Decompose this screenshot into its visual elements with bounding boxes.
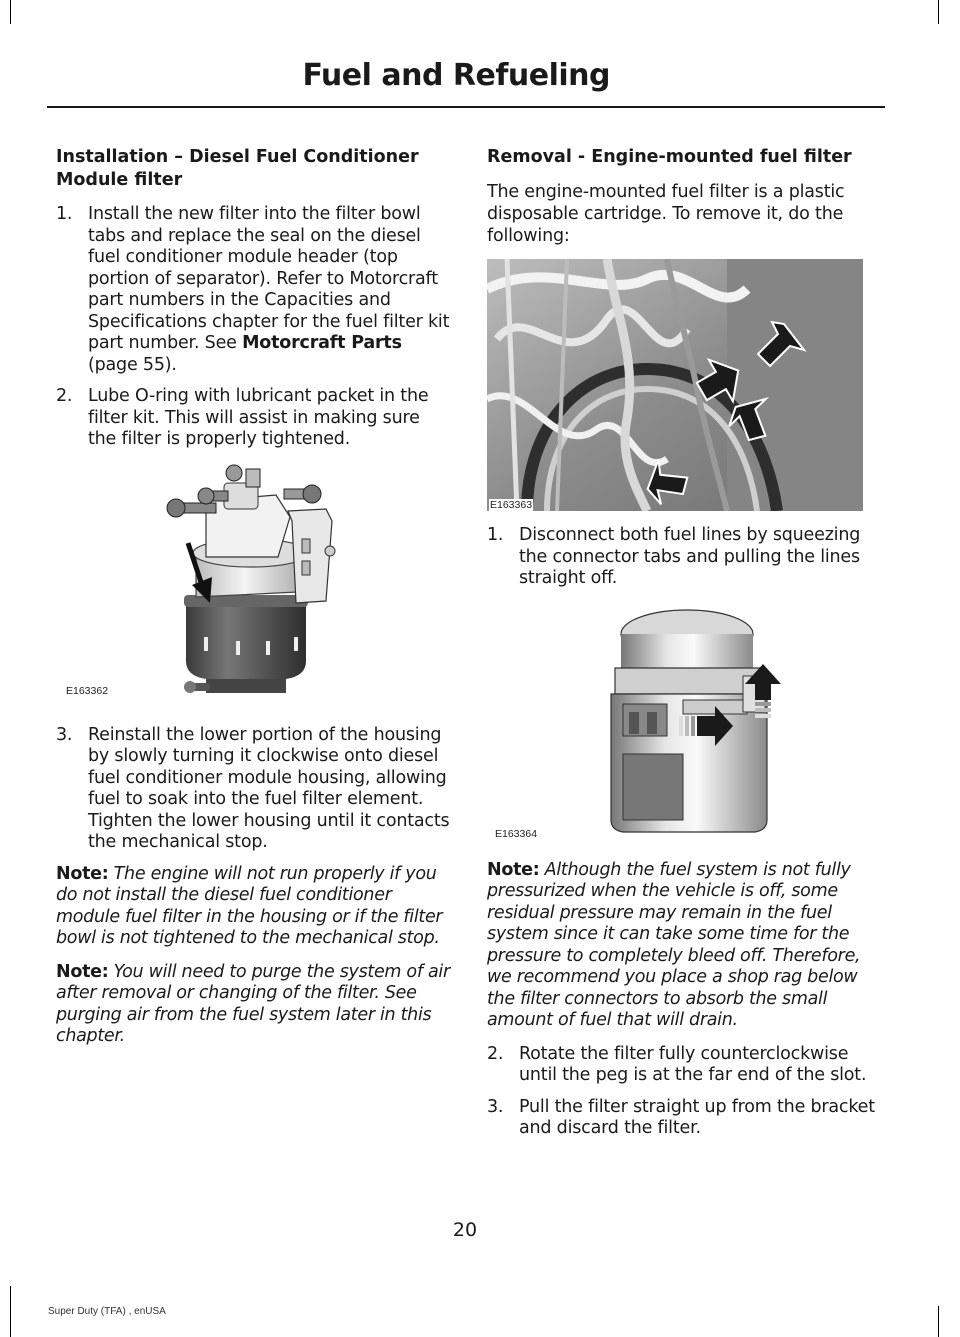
header-rule [47,106,885,108]
page-title: Fuel and Refueling [302,58,610,93]
footer-model: Super Duty (TFA) , enUSA [48,1306,166,1317]
step-text: Disconnect both fuel lines by squeezing the connector tabs and pulling the lines straight off. [519,525,861,588]
step-number: 1. [56,204,73,224]
page-reference: (page 55). [88,354,177,375]
figure-code: E163363 [490,499,533,511]
note-body: You will need to purge the system of air after removal or changing of the filter. See purging air from the fuel system later in this chapter. [56,961,450,1046]
figure-code: E163364 [495,827,538,840]
step-removal-2 [487,1044,881,1087]
note-body: Although the fuel system is not fully pressurized when the vehicle is off, some residual pressure may remain in the fuel system since it can take some time for the pressure to completely bleed off. Therefore, we recommend you place a shop rag below the filter connectors to absorb the small amount of fuel that will drain. [487,859,861,1030]
step-text: Rotate the filter fully counterclockwise until the peg is at the far end of the slot. [519,1043,867,1085]
step-install-2 [56,386,450,451]
fuel-conditioner-module-illustration [56,461,450,711]
removal-intro: The engine-mounted fuel filter is a plastic disposable cartridge. To remove it, do the following: [487,182,845,246]
figure-code: E163362 [66,684,109,697]
section-heading-installation: Installation – Diesel Fuel Conditioner Module filter [56,147,419,190]
step-text: Pull the filter straight up from the bracket and discard the filter. [519,1096,875,1138]
step-removal-3 [487,1097,881,1140]
step-number: 3. [56,724,73,745]
crop-mark-bottom-right [938,1306,939,1337]
motorcraft-parts-link[interactable]: Motorcraft Parts [242,333,402,353]
note-residual-pressure [487,860,881,1032]
crop-mark-top-left [10,0,11,24]
step-text-body: Install the new filter into the filter bowl tabs and replace the seal on the diesel fuel conditioner module header (top portion of separator). Refer to Motorcraft part numbers in the Capacities and Specifications chapter for the fuel filter kit part number. See [88,204,450,353]
page-number: 20 [452,1219,478,1241]
note-engine-run [56,864,450,950]
note-label: Note: [56,863,109,884]
right-column [487,146,881,1150]
step-number: 2. [56,386,73,406]
step-number: 1. [487,525,504,545]
step-removal-1 [487,525,881,590]
section-heading-removal: Removal - Engine-mounted fuel filter [487,147,852,167]
figure-fuel-conditioner-module [56,461,450,711]
crop-mark-bottom-left [10,1286,11,1337]
fuel-filter-connector-illustration [487,604,881,844]
note-body: The engine will not run properly if you do not install the diesel fuel conditioner module fuel filter in the housing or if the filter bowl is not tightened to the mechanical stop. [56,863,443,948]
step-text: Reinstall the lower portion of the housing by slowly turning it clockwise onto diesel fuel conditioner module housing, allowing fuel to soak into the fuel filter element. Tighten the lower housing until it contacts the mechanical stop. [88,724,450,852]
note-purge-air [56,962,450,1048]
step-number: 3. [487,1096,504,1117]
step-text [88,204,450,376]
figure-filter-connectors [487,604,881,844]
engine-fuel-lines-photo [487,259,863,511]
crop-mark-top-right [938,0,939,24]
left-column [56,146,450,1060]
step-install-1 [56,204,450,376]
step-number: 2. [487,1043,504,1064]
note-label: Note: [487,859,540,880]
figure-engine-mounted-filter [487,259,881,511]
step-install-3 [56,725,450,854]
note-label: Note: [56,961,109,982]
step-text: Lube O-ring with lubricant packet in the filter kit. This will assist in making sure the filter is properly tightened. [88,386,429,449]
